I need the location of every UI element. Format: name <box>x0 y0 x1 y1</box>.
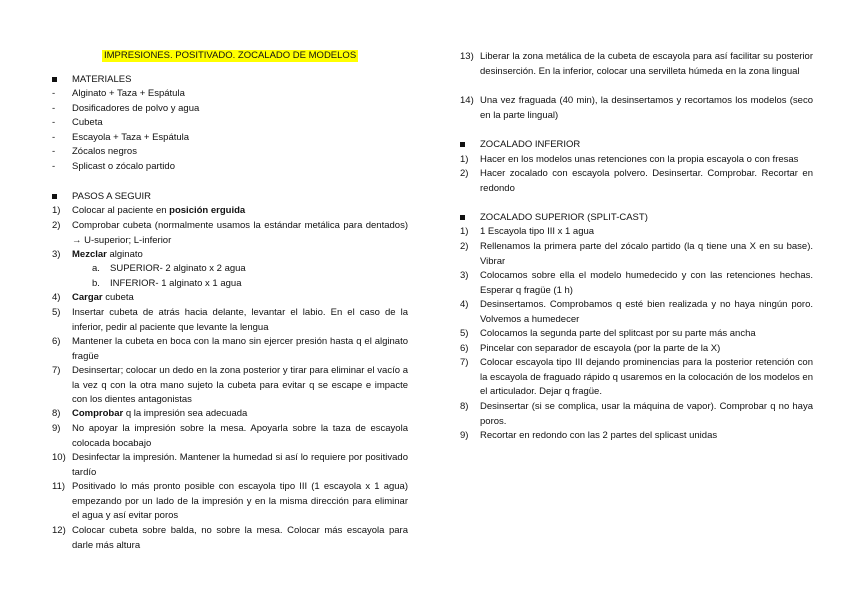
list-item: 1) Colocar al paciente en posición erguida <box>52 205 246 216</box>
list-item: - Cubeta <box>52 117 103 128</box>
list-item: 5) Insertar cubeta de atrás hacia delante, levantar el labio. En el caso de la inferior, pedir al paciente que levante la lengua <box>52 307 408 333</box>
materiales-header: MATERIALES <box>52 73 408 88</box>
zocalado-inferior-header: ZOCALADO INFERIOR <box>460 138 813 153</box>
list-item: 1) Hacer en los modelos unas retenciones con la propia escayola o con fresas <box>460 154 799 165</box>
list-item: 11) Positivado lo más pronto posible con escayola tipo III (1 escayola x 1 agua) empezando por un lado de la impresión y en la misma dirección para eliminar el agua y así evitar poros <box>52 481 408 521</box>
pasos-header: PASOS A SEGUIR <box>52 190 408 205</box>
list-item: 6) Mantener la cubeta en boca con la mano sin ejercer presión hasta q el alginato fragüe <box>52 336 408 362</box>
list-item: 5) Colocamos la segunda parte del splitcast por su parte más ancha <box>460 328 756 339</box>
square-bullet-icon <box>52 194 57 199</box>
list-item: - Splicast o zócalo partido <box>52 161 175 172</box>
list-item: a. SUPERIOR- 2 alginato x 2 agua <box>92 263 246 274</box>
square-bullet-icon <box>52 77 57 82</box>
list-item: 8) Comprobar q la impresión sea adecuada <box>52 408 248 419</box>
list-item: - Zócalos negros <box>52 146 137 157</box>
list-item: 2) Rellenamos la primera parte del zócalo partido (la q tiene una X en su base). Vibrar <box>460 241 813 267</box>
list-item: 8) Desinsertar (si se complica, usar la máquina de vapor). Comprobar q no haya poros. <box>460 401 813 427</box>
list-item: 13) Liberar la zona metálica de la cubeta de escayola para así facilitar su posterior desinserción. En la inferior, colocar una servilleta húmeda en la zona lingual <box>460 51 813 77</box>
list-item: 6) Pincelar con separador de escayola (por la parte de la X) <box>460 343 721 354</box>
zocalado-superior-header: ZOCALADO SUPERIOR (SPLIT-CAST) <box>460 211 813 226</box>
list-item: 4) Desinsertamos. Comprobamos q esté bien realizada y no haya ningún poro. Volvemos a humedecer <box>460 299 813 325</box>
list-item: 7) Desinsertar; colocar un dedo en la zona posterior y tirar para eliminar el vacío a la vez q con la otra mano sujeto la cubeta para evitar q se escape e impacte con los dientes antagonistas <box>52 365 408 405</box>
square-bullet-icon <box>460 142 465 147</box>
list-item: 3) Mezclar alginato <box>52 249 143 260</box>
list-item: 10) Desinfectar la impresión. Mantener la humedad si así lo requiere por positivado tardío <box>52 452 408 478</box>
list-item: - Escayola + Taza + Espátula <box>52 132 190 143</box>
list-item: 1) 1 Escayola tipo III x 1 agua <box>460 226 595 237</box>
list-item: 3) Colocamos sobre ella el modelo humedecido y con las retenciones hechas. Esperar q fragüe (1 h) <box>460 270 813 296</box>
list-item: 7) Colocar escayola tipo III dejando prominencias para la posterior retención con la escayola de fraguado rápido q usaremos en la colocación de los modelos en el articulador. Dejar q fragüe. <box>460 357 813 397</box>
list-item: 12) Colocar cubeta sobre balda, no sobre la mesa. Colocar más escayola para darle más altura <box>52 525 408 551</box>
list-item: 9) Recortar en redondo con las 2 partes del splicast unidas <box>460 430 718 441</box>
list-item: 4) Cargar cubeta <box>52 292 134 303</box>
page-title: IMPRESIONES. POSITIVADO. ZOCALADO DE MODELOS <box>104 50 357 61</box>
list-item: b. INFERIOR- 1 alginato x 1 agua <box>92 278 242 289</box>
list-item: - Alginato + Taza + Espátula <box>52 88 185 99</box>
list-item: 2) Comprobar cubeta (normalmente usamos la estándar metálica para dentados) → U-superior; L-inferior <box>52 220 408 246</box>
list-item: - Dosificadores de polvo y agua <box>52 103 200 114</box>
list-item: 14) Una vez fraguada (40 min), la desinsertamos y recortamos los modelos (seco en la parte lingual) <box>460 95 813 121</box>
square-bullet-icon <box>460 215 465 220</box>
list-item: 9) No apoyar la impresión sobre la mesa. Apoyarla sobre la taza de escayola colocada bocabajo <box>52 423 408 449</box>
list-item: 2) Hacer zocalado con escayola polvero. Desinsertar. Comprobar. Recortar en redondo <box>460 168 813 194</box>
